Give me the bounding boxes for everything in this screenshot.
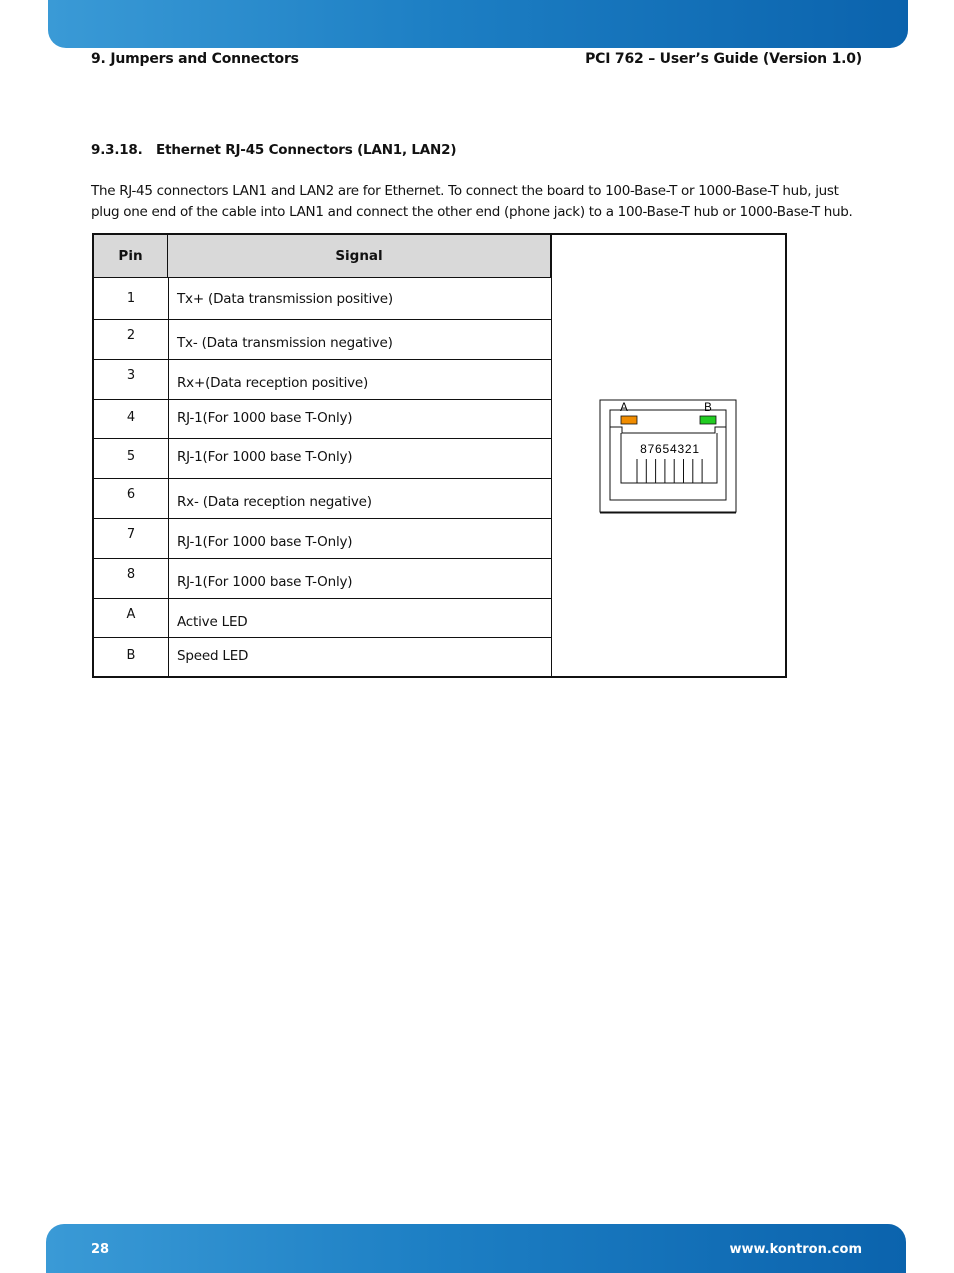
table-row [94, 599, 551, 638]
website-url: www.kontron.com [729, 1242, 862, 1257]
header-band [48, 0, 908, 48]
signal-cell: Rx+(Data reception positive) [177, 375, 369, 391]
pin-cell: 4 [126, 410, 136, 425]
signal-cell: RJ-1(For 1000 base T-Only) [177, 410, 353, 426]
signal-cell: Active LED [177, 614, 248, 630]
intro-paragraph: The RJ-45 connectors LAN1 and LAN2 are for Ethernet. To connect the board to 100-Base-T or 1000-Base-T hub, just plug one end of the cable into LAN1 and connect the other end (phone jack) to a 100-Base-T hub or 1000-Base-T hub. [91, 183, 853, 220]
signal-cell: RJ-1(For 1000 base T-Only) [177, 574, 353, 590]
pin-header: Pin [94, 235, 168, 278]
pin-cell: 1 [126, 291, 136, 306]
chapter-title: 9. Jumpers and Connectors [91, 51, 299, 67]
table-row [94, 559, 551, 599]
jack-opening [610, 425, 726, 433]
signal-cell: Rx- (Data reception negative) [177, 494, 372, 510]
signal-cell: Tx- (Data transmission negative) [177, 335, 393, 351]
pin-cell: 5 [126, 449, 136, 464]
pin-cell: A [126, 607, 136, 622]
pin-cell: 8 [126, 567, 136, 582]
signal-cell: Tx+ (Data transmission positive) [177, 291, 393, 307]
table-row [94, 519, 551, 559]
table-row [94, 638, 551, 677]
pin-cell: B [126, 648, 136, 663]
pinout-table [92, 233, 787, 678]
signal-header: Signal [168, 235, 551, 278]
table-row [94, 400, 551, 439]
speed-led-indicator [700, 416, 716, 424]
pin-cell: 7 [126, 527, 136, 542]
signal-cell: Speed LED [177, 648, 249, 664]
pin-cell: 3 [126, 368, 136, 383]
pin-number-row: 87654321 [640, 442, 700, 456]
table-row [94, 278, 551, 320]
active-led-indicator [621, 416, 637, 424]
section-heading: 9.3.18. Ethernet RJ-45 Connectors (LAN1, LAN2) [91, 142, 457, 158]
pin-cell: 6 [126, 487, 136, 502]
contact-lines [637, 459, 702, 483]
led-a-label: A [620, 402, 628, 414]
rj45-connector-diagram [599, 399, 739, 517]
pin-cell: 2 [126, 328, 136, 343]
page-number: 28 [91, 1242, 110, 1257]
table-row [94, 439, 551, 479]
table-row [94, 320, 551, 360]
signal-cell: RJ-1(For 1000 base T-Only) [177, 449, 353, 465]
table-row [94, 479, 551, 519]
document-title: PCI 762 – User’s Guide (Version 1.0) [585, 51, 862, 67]
signal-cell: RJ-1(For 1000 base T-Only) [177, 534, 353, 550]
led-b-label: B [704, 402, 712, 414]
table-row [94, 360, 551, 400]
